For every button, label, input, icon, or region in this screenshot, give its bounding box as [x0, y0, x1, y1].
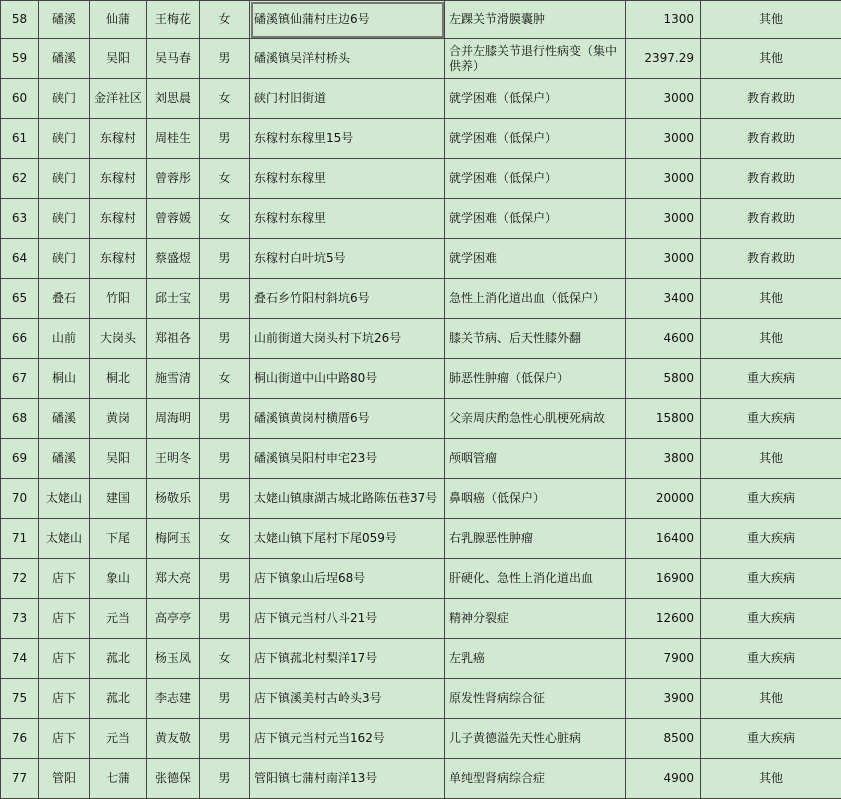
cell-town[interactable]: 店下 — [39, 559, 90, 599]
cell-village[interactable]: 东稼村 — [90, 119, 147, 159]
cell-name[interactable]: 王梅花 — [147, 1, 200, 39]
cell-reason[interactable]: 精神分裂症 — [445, 599, 626, 639]
cell-village[interactable]: 元当 — [90, 719, 147, 759]
cell-reason[interactable]: 左乳癌 — [445, 639, 626, 679]
cell-sex[interactable]: 男 — [200, 679, 250, 719]
cell-number[interactable]: 77 — [1, 759, 39, 799]
cell-town[interactable]: 叠石 — [39, 279, 90, 319]
cell-amount[interactable]: 3900 — [626, 679, 701, 719]
cell-town[interactable]: 店下 — [39, 599, 90, 639]
cell-address[interactable]: 硖门村旧街道 — [250, 79, 445, 119]
cell-town[interactable]: 磻溪 — [39, 39, 90, 79]
cell-sex[interactable]: 男 — [200, 39, 250, 79]
cell-number[interactable]: 65 — [1, 279, 39, 319]
cell-name[interactable]: 杨玉凤 — [147, 639, 200, 679]
cell-reason[interactable]: 就学困难（低保户） — [445, 119, 626, 159]
cell-village[interactable]: 建国 — [90, 479, 147, 519]
table-row — [1, 319, 841, 359]
cell-sex[interactable]: 男 — [200, 479, 250, 519]
cell-sex[interactable]: 男 — [200, 399, 250, 439]
cell-address[interactable]: 店下镇菰北村梨洋17号 — [250, 639, 445, 679]
cell-name[interactable]: 李志建 — [147, 679, 200, 719]
cell-number[interactable]: 71 — [1, 519, 39, 559]
cell-sex[interactable]: 男 — [200, 119, 250, 159]
cell-sex[interactable]: 男 — [200, 759, 250, 799]
cell-amount[interactable]: 3000 — [626, 159, 701, 199]
cell-village[interactable]: 东稼村 — [90, 199, 147, 239]
cell-category[interactable]: 重大疾病 — [701, 399, 841, 439]
cell-address[interactable]: 店下镇溪美村古岭头3号 — [250, 679, 445, 719]
cell-reason[interactable]: 合并左膝关节退行性病变（集中供养） — [445, 39, 626, 79]
cell-address[interactable]: 管阳镇七蒲村南洋13号 — [250, 759, 445, 799]
cell-amount[interactable]: 3000 — [626, 79, 701, 119]
cell-village[interactable]: 大岗头 — [90, 319, 147, 359]
cell-reason[interactable]: 父亲周庆酌急性心肌梗死病故 — [445, 399, 626, 439]
cell-category[interactable]: 其他 — [701, 1, 841, 39]
cell-reason[interactable]: 急性上消化道出血（低保户） — [445, 279, 626, 319]
cell-town[interactable]: 磻溪 — [39, 1, 90, 39]
cell-reason[interactable]: 原发性肾病综合征 — [445, 679, 626, 719]
cell-address[interactable]: 磻溪镇仙蒲村庄边6号 — [250, 1, 445, 39]
cell-amount[interactable]: 1300 — [626, 1, 701, 39]
cell-number[interactable]: 70 — [1, 479, 39, 519]
cell-village[interactable]: 仙蒲 — [90, 1, 147, 39]
cell-village[interactable]: 金洋社区 — [90, 79, 147, 119]
cell-sex[interactable]: 女 — [200, 159, 250, 199]
cell-town[interactable]: 硖门 — [39, 159, 90, 199]
cell-category[interactable]: 重大疾病 — [701, 719, 841, 759]
cell-number[interactable]: 68 — [1, 399, 39, 439]
cell-category[interactable]: 教育救助 — [701, 239, 841, 279]
cell-name[interactable]: 邱士宝 — [147, 279, 200, 319]
cell-number[interactable]: 58 — [1, 1, 39, 39]
cell-address[interactable]: 叠石乡竹阳村斜坑6号 — [250, 279, 445, 319]
cell-name[interactable]: 梅阿玉 — [147, 519, 200, 559]
cell-category[interactable]: 其他 — [701, 679, 841, 719]
cell-number[interactable]: 59 — [1, 39, 39, 79]
cell-sex[interactable]: 男 — [200, 719, 250, 759]
cell-number[interactable]: 72 — [1, 559, 39, 599]
cell-town[interactable]: 管阳 — [39, 759, 90, 799]
cell-reason[interactable]: 颅咽管瘤 — [445, 439, 626, 479]
cell-name[interactable]: 曾蓉媛 — [147, 199, 200, 239]
cell-sex[interactable]: 男 — [200, 599, 250, 639]
cell-name[interactable]: 郑祖各 — [147, 319, 200, 359]
table-row — [1, 559, 841, 599]
cell-reason[interactable]: 儿子黄德溢先天性心脏病 — [445, 719, 626, 759]
cell-amount[interactable]: 8500 — [626, 719, 701, 759]
cell-village[interactable]: 竹阳 — [90, 279, 147, 319]
cell-category[interactable]: 其他 — [701, 439, 841, 479]
cell-town[interactable]: 硖门 — [39, 119, 90, 159]
cell-name[interactable]: 高亭亭 — [147, 599, 200, 639]
cell-reason[interactable]: 就学困难 — [445, 239, 626, 279]
cell-sex[interactable]: 男 — [200, 559, 250, 599]
cell-village[interactable]: 吴阳 — [90, 439, 147, 479]
table-row — [1, 519, 841, 559]
table-row — [1, 719, 841, 759]
cell-number[interactable]: 69 — [1, 439, 39, 479]
cell-town[interactable]: 店下 — [39, 719, 90, 759]
cell-name[interactable]: 周桂生 — [147, 119, 200, 159]
cell-number[interactable]: 73 — [1, 599, 39, 639]
cell-category[interactable]: 重大疾病 — [701, 559, 841, 599]
cell-category[interactable]: 重大疾病 — [701, 519, 841, 559]
cell-category[interactable]: 重大疾病 — [701, 599, 841, 639]
cell-category[interactable]: 其他 — [701, 279, 841, 319]
cell-village[interactable]: 象山 — [90, 559, 147, 599]
cell-amount[interactable]: 2397.29 — [626, 39, 701, 79]
table-row — [1, 359, 841, 399]
cell-amount[interactable]: 3000 — [626, 239, 701, 279]
table-row — [1, 479, 841, 519]
cell-village[interactable]: 吴阳 — [90, 39, 147, 79]
cell-village[interactable]: 下尾 — [90, 519, 147, 559]
cell-address[interactable]: 东稼村东稼里 — [250, 159, 445, 199]
cell-address[interactable]: 磻溪镇吴洋村桥头 — [250, 39, 445, 79]
cell-reason[interactable]: 单纯型肾病综合症 — [445, 759, 626, 799]
table-row — [1, 119, 841, 159]
cell-name[interactable]: 曾蓉彤 — [147, 159, 200, 199]
cell-reason[interactable]: 就学困难（低保户） — [445, 159, 626, 199]
cell-category[interactable]: 教育救助 — [701, 79, 841, 119]
cell-town[interactable]: 桐山 — [39, 359, 90, 399]
cell-sex[interactable]: 女 — [200, 1, 250, 39]
cell-sex[interactable]: 男 — [200, 319, 250, 359]
cell-category[interactable]: 教育救助 — [701, 119, 841, 159]
cell-reason[interactable]: 肺恶性肿瘤（低保户） — [445, 359, 626, 399]
table-row — [1, 759, 841, 799]
table-row — [1, 439, 841, 479]
cell-name[interactable]: 蔡盛煜 — [147, 239, 200, 279]
cell-address[interactable]: 东稼村东稼里15号 — [250, 119, 445, 159]
cell-town[interactable]: 硖门 — [39, 199, 90, 239]
cell-reason[interactable]: 就学困难（低保户） — [445, 79, 626, 119]
cell-village[interactable]: 黄岗 — [90, 399, 147, 439]
cell-amount[interactable]: 7900 — [626, 639, 701, 679]
cell-name[interactable]: 黄友敬 — [147, 719, 200, 759]
cell-town[interactable]: 太姥山 — [39, 479, 90, 519]
table-row — [1, 279, 841, 319]
table-body — [1, 1, 841, 799]
cell-amount[interactable]: 16400 — [626, 519, 701, 559]
cell-sex[interactable]: 女 — [200, 79, 250, 119]
cell-category[interactable]: 教育救助 — [701, 159, 841, 199]
cell-town[interactable]: 店下 — [39, 639, 90, 679]
cell-number[interactable]: 63 — [1, 199, 39, 239]
cell-sex[interactable]: 女 — [200, 199, 250, 239]
table-row — [1, 239, 841, 279]
cell-village[interactable]: 元当 — [90, 599, 147, 639]
cell-reason[interactable]: 肝硬化、急性上消化道出血 — [445, 559, 626, 599]
cell-name[interactable]: 施雪清 — [147, 359, 200, 399]
cell-town[interactable]: 磻溪 — [39, 439, 90, 479]
cell-number[interactable]: 74 — [1, 639, 39, 679]
cell-amount[interactable]: 4900 — [626, 759, 701, 799]
cell-village[interactable]: 东稼村 — [90, 239, 147, 279]
cell-village[interactable]: 桐北 — [90, 359, 147, 399]
cell-town[interactable]: 太姥山 — [39, 519, 90, 559]
cell-category[interactable]: 其他 — [701, 319, 841, 359]
cell-number[interactable]: 61 — [1, 119, 39, 159]
cell-sex[interactable]: 男 — [200, 239, 250, 279]
table-row — [1, 1, 841, 39]
cell-name[interactable]: 张德保 — [147, 759, 200, 799]
cell-sex[interactable]: 男 — [200, 279, 250, 319]
cell-amount[interactable]: 3800 — [626, 439, 701, 479]
cell-town[interactable]: 硖门 — [39, 239, 90, 279]
cell-reason[interactable]: 就学困难（低保户） — [445, 199, 626, 239]
cell-sex[interactable]: 女 — [200, 639, 250, 679]
cell-address[interactable]: 磻溪镇黄岗村横厝6号 — [250, 399, 445, 439]
table-row — [1, 599, 841, 639]
cell-amount[interactable]: 16900 — [626, 559, 701, 599]
cell-address[interactable]: 东稼村东稼里 — [250, 199, 445, 239]
cell-town[interactable]: 山前 — [39, 319, 90, 359]
cell-village[interactable]: 菰北 — [90, 639, 147, 679]
cell-category[interactable]: 教育救助 — [701, 199, 841, 239]
cell-amount[interactable]: 3400 — [626, 279, 701, 319]
cell-address[interactable]: 桐山街道中山中路80号 — [250, 359, 445, 399]
cell-amount[interactable]: 15800 — [626, 399, 701, 439]
cell-category[interactable]: 重大疾病 — [701, 479, 841, 519]
cell-address[interactable]: 山前街道大岗头村下坑26号 — [250, 319, 445, 359]
cell-amount[interactable]: 4600 — [626, 319, 701, 359]
cell-name[interactable]: 吴马春 — [147, 39, 200, 79]
table-row — [1, 679, 841, 719]
table-row — [1, 399, 841, 439]
cell-town[interactable]: 店下 — [39, 679, 90, 719]
cell-name[interactable]: 杨敬乐 — [147, 479, 200, 519]
cell-reason[interactable]: 膝关节病、后天性膝外翻 — [445, 319, 626, 359]
cell-amount[interactable]: 3000 — [626, 199, 701, 239]
cell-reason[interactable]: 鼻咽癌（低保户） — [445, 479, 626, 519]
cell-village[interactable]: 七蒲 — [90, 759, 147, 799]
cell-name[interactable]: 郑大亮 — [147, 559, 200, 599]
cell-sex[interactable]: 女 — [200, 359, 250, 399]
cell-address[interactable]: 店下镇象山后埕68号 — [250, 559, 445, 599]
cell-address[interactable]: 太姥山镇下尾村下尾059号 — [250, 519, 445, 559]
cell-address[interactable]: 太姥山镇康湖古城北路陈伍巷37号 — [250, 479, 445, 519]
cell-name[interactable]: 王明冬 — [147, 439, 200, 479]
cell-village[interactable]: 东稼村 — [90, 159, 147, 199]
cell-number[interactable]: 62 — [1, 159, 39, 199]
cell-address[interactable]: 店下镇元当村八斗21号 — [250, 599, 445, 639]
cell-number[interactable]: 76 — [1, 719, 39, 759]
cell-address[interactable]: 东稼村白叶坑5号 — [250, 239, 445, 279]
cell-category[interactable]: 重大疾病 — [701, 639, 841, 679]
cell-category[interactable]: 其他 — [701, 759, 841, 799]
cell-reason[interactable]: 右乳腺恶性肿瘤 — [445, 519, 626, 559]
cell-town[interactable]: 磻溪 — [39, 399, 90, 439]
cell-number[interactable]: 60 — [1, 79, 39, 119]
cell-name[interactable]: 周海明 — [147, 399, 200, 439]
table-row — [1, 159, 841, 199]
cell-number[interactable]: 64 — [1, 239, 39, 279]
cell-sex[interactable]: 男 — [200, 439, 250, 479]
cell-number[interactable]: 66 — [1, 319, 39, 359]
cell-amount[interactable]: 5800 — [626, 359, 701, 399]
cell-town[interactable]: 硖门 — [39, 79, 90, 119]
cell-address[interactable]: 店下镇元当村元当162号 — [250, 719, 445, 759]
cell-amount[interactable]: 12600 — [626, 599, 701, 639]
cell-number[interactable]: 67 — [1, 359, 39, 399]
cell-reason[interactable]: 左踝关节滑膜囊肿 — [445, 1, 626, 39]
cell-category[interactable]: 重大疾病 — [701, 359, 841, 399]
cell-amount[interactable]: 20000 — [626, 479, 701, 519]
cell-amount[interactable]: 3000 — [626, 119, 701, 159]
cell-number[interactable]: 75 — [1, 679, 39, 719]
table-row — [1, 79, 841, 119]
cell-name[interactable]: 刘思晨 — [147, 79, 200, 119]
cell-sex[interactable]: 女 — [200, 519, 250, 559]
table-row — [1, 39, 841, 79]
cell-address[interactable]: 磻溪镇吴阳村申宅23号 — [250, 439, 445, 479]
table-row — [1, 199, 841, 239]
cell-category[interactable]: 其他 — [701, 39, 841, 79]
cell-village[interactable]: 菰北 — [90, 679, 147, 719]
table-row — [1, 639, 841, 679]
